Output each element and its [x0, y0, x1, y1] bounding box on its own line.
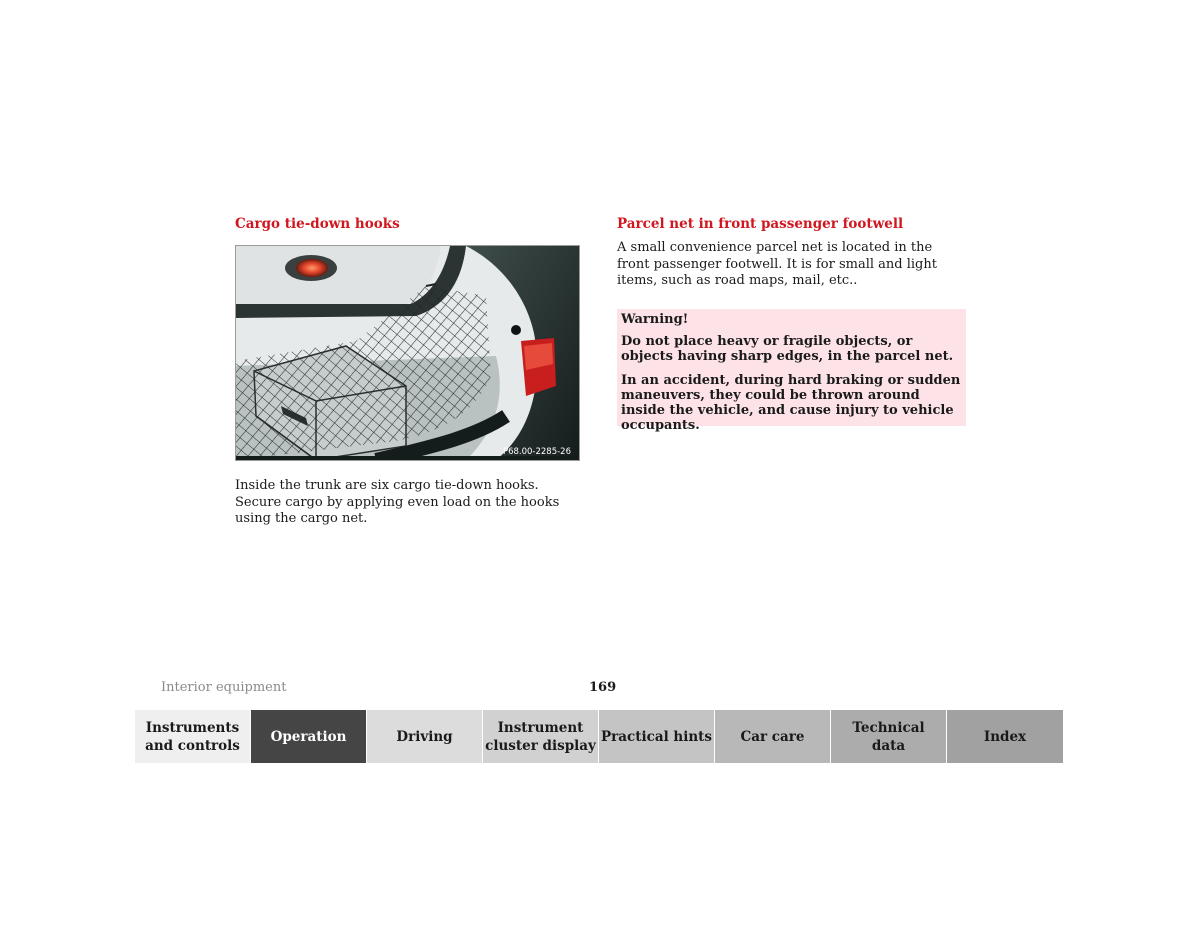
footer-section-title: Interior equipment [161, 680, 287, 695]
nav-tab-label: Instrument cluster display [485, 719, 596, 754]
chapter-navigation [135, 710, 1065, 763]
cargo-hooks-description: Inside the trunk are six cargo tie-down hooks. Secure cargo by applying even load on the hooks using the cargo net. [235, 478, 560, 526]
nav-tab-car-care[interactable] [715, 710, 831, 763]
nav-tab-practical-hints[interactable] [599, 710, 715, 763]
nav-tab-label: Operation [270, 728, 347, 745]
trunk-cargo-net-illustration [235, 245, 580, 461]
warning-title: Warning! [621, 312, 689, 327]
nav-tab-label: Index [983, 728, 1027, 745]
nav-tab-operation[interactable] [251, 710, 367, 763]
nav-tab-label: Car care [740, 728, 805, 745]
page-number: 169 [589, 680, 617, 695]
parcel-net-description: A small convenience parcel net is located in the front passenger footwell. It is for small and light items, such as road maps, mail, etc.. [617, 240, 937, 288]
nav-tab-instrument-cluster-display[interactable] [483, 710, 599, 763]
nav-tab-label: Practical hints [601, 728, 712, 745]
figure-reference-code: P68.00-2285-26 [502, 447, 571, 457]
nav-tab-label: Driving [396, 728, 453, 745]
nav-tab-index[interactable] [947, 710, 1063, 763]
parcel-net-heading: Parcel net in front passenger footwell [617, 216, 904, 232]
nav-tab-label: Technical data [852, 719, 925, 754]
trunk-illustration-graphic [236, 246, 579, 460]
warning-paragraph-1: Do not place heavy or fragile objects, or objects having sharp edges, in the parcel net. [621, 334, 954, 364]
nav-tab-instruments-and-controls[interactable] [135, 710, 251, 763]
warning-box [617, 309, 966, 433]
nav-tab-technical-data[interactable] [831, 710, 947, 763]
nav-tab-label: Instruments and controls [145, 719, 240, 754]
cargo-hooks-heading: Cargo tie-down hooks [235, 216, 400, 232]
nav-tab-driving[interactable] [367, 710, 483, 763]
warning-paragraph-2: In an accident, during hard braking or sudden maneuvers, they could be thrown around inside the vehicle, and cause injury to vehicle occupants. [621, 373, 961, 433]
